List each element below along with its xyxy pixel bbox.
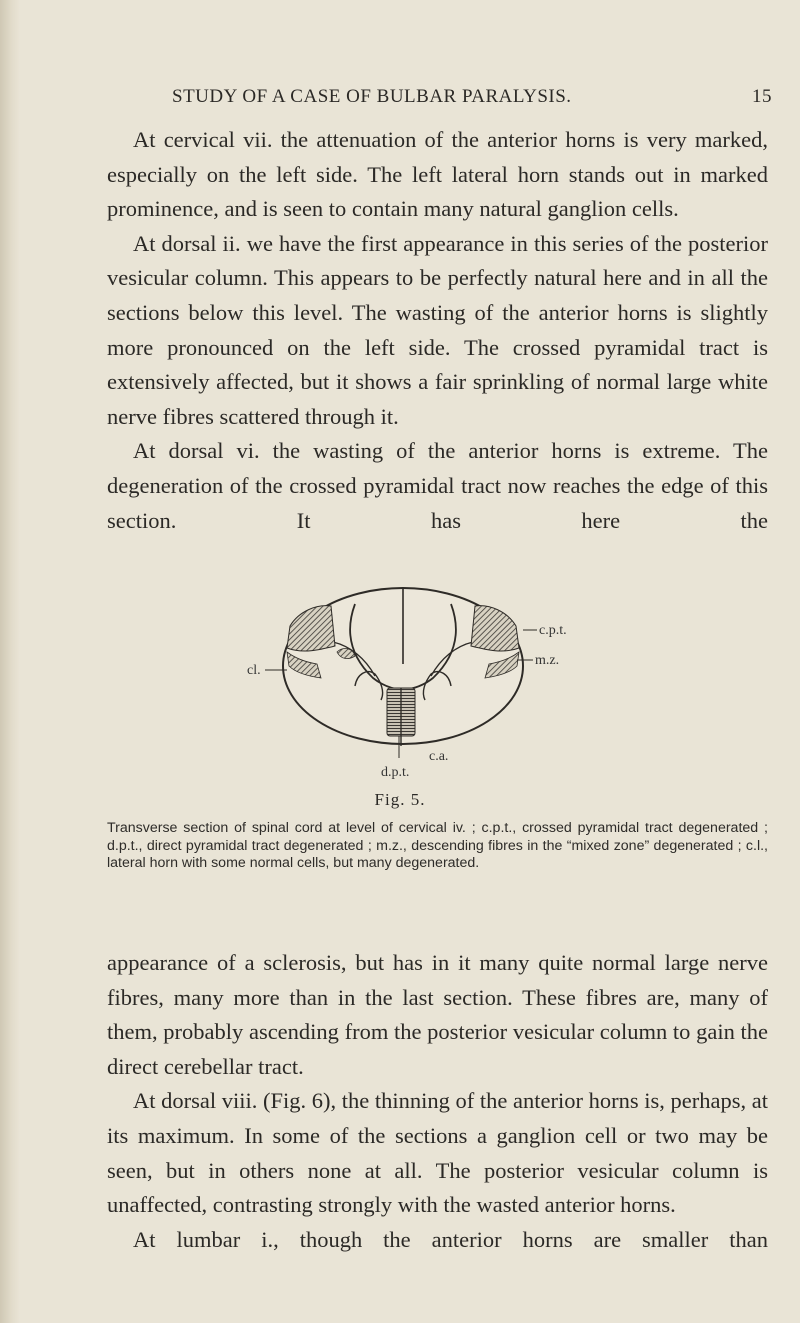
running-header: [172, 86, 772, 116]
text-block-bottom: [107, 946, 768, 1257]
paragraph-dorsal-viii: At dorsal viii. (Fig. 6), the thinning of the anterior horns is, perhaps, at its maximum. In some of the sections a ganglion cell or two may be seen, but in others none at all. The posterior vesicular column is unaffected, contrasting strongly with the wasted anterior horns.: [107, 1088, 768, 1218]
figure-caption: Transverse section of spinal cord at level of cervical iv. ; c.p.t., crossed pyramidal tract degenerated ; d.p.t., direct pyramidal tract degenerated ; m.z., descending fibres in the “mixed zone” degenerated ; c.l., lateral horn with some normal cells, but many degenerated.: [107, 820, 768, 871]
text-block-top: [107, 123, 768, 538]
paragraph-lumbar-i: At lumbar i., though the anterior horns are smaller than: [133, 1226, 768, 1252]
paragraph-cervical-vii: At cervical vii. the attenuation of the anterior horns is very marked, especially on the left side. The left lateral horn stands out in marked prominence, and is seen to contain many natural ganglion cells.: [107, 127, 768, 222]
label-ca: c.a.: [429, 749, 449, 764]
page-number: 15: [752, 86, 772, 107]
running-title: STUDY OF A CASE OF BULBAR PARALYSIS.: [172, 86, 572, 107]
cpt-left-hatch: [287, 606, 335, 651]
spinal-cord-figure: [235, 586, 575, 786]
label-mz: m.z.: [535, 653, 560, 668]
label-dpt: d.p.t.: [381, 765, 410, 780]
figure-title: Fig. 5.: [374, 790, 426, 809]
cpt-right-hatch: [471, 606, 519, 651]
paragraph-dorsal-ii: At dorsal ii. we have the first appearance in this series of the posterior vesicular column. This appears to be perfectly natural here and in all the sections below this level. The wasting of the anterior horns is slightly more pronounced on the left side. The crossed pyramidal tract is extensively affected, but it shows a fair sprinkling of normal large white nerve fibres scattered through it.: [107, 230, 768, 429]
spinal-cord-cross-section-illustration: [235, 586, 575, 786]
paragraph-dorsal-vi: At dorsal vi. the wasting of the anterior horns is extreme. The degeneration of the crossed pyramidal tract now reaches the edge of this section. It has here the: [107, 438, 768, 533]
page-spine-shadow: [0, 0, 20, 1323]
label-cl: cl.: [247, 663, 261, 678]
label-cpt: c.p.t.: [539, 623, 567, 638]
paragraph-continuation: appearance of a sclerosis, but has in it many quite normal large nerve fibres, many more than in the last section. These fibres are, many of them, probably ascending from the posterior vesicular column to gain the direct cerebellar tract.: [107, 950, 768, 1079]
